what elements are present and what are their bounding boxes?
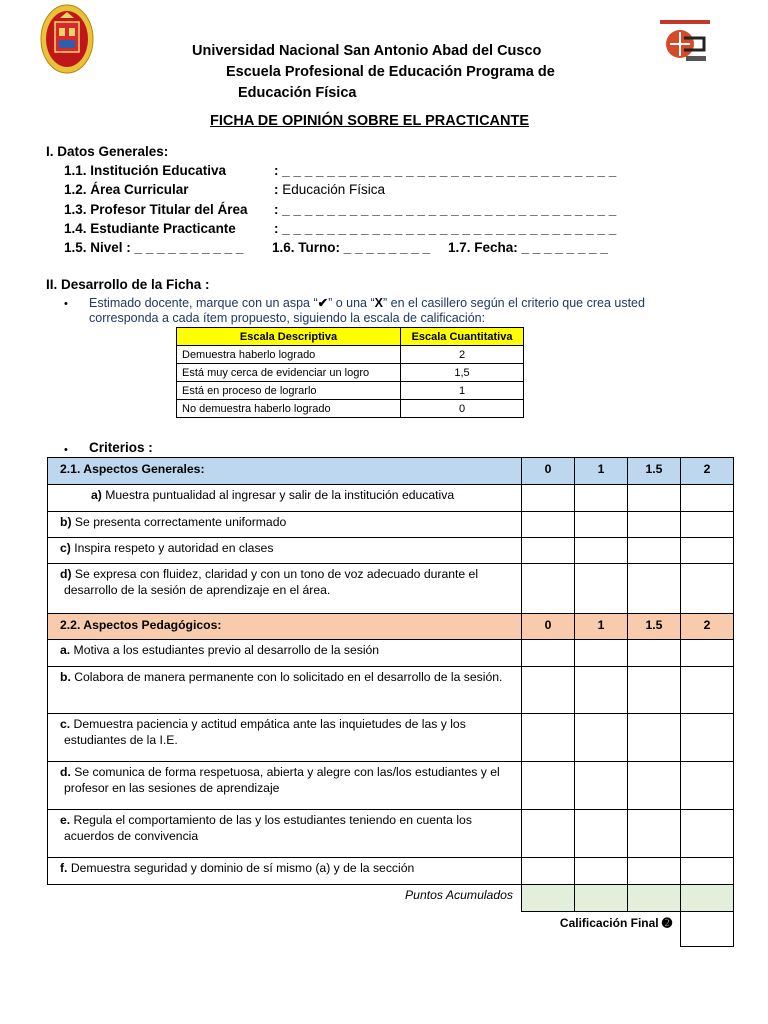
item-key: b. [60, 670, 71, 684]
scale-row [177, 382, 524, 400]
section-title: 2.1. Aspectos Generales: [48, 458, 522, 485]
scale-row [177, 400, 524, 418]
curricular-area-label: 1.2. Área Curricular [64, 182, 189, 197]
accumulated-cell[interactable] [628, 885, 681, 912]
score-header: 1 [575, 458, 628, 485]
teacher-label: 1.3. Profesor Titular del Área [64, 202, 248, 217]
score-header: 0 [522, 614, 575, 640]
student-field[interactable]: : _ _ _ _ _ _ _ _ _ _ _ _ _ _ _ _ _ _ _ _ _ _ _ _ _ _ _ _ _ _ [274, 221, 617, 236]
shift-field[interactable]: 1.6. Turno: _ _ _ _ _ _ _ _ [272, 240, 431, 255]
university-seal-logo [40, 4, 94, 74]
section-title: 2.2. Aspectos Pedagógicos: [48, 614, 522, 640]
item-text: Inspira respeto y autoridad en clases [70, 541, 274, 555]
instruction-text-a: Estimado docente, marque con un aspa “ [89, 296, 318, 310]
score-cell[interactable] [575, 810, 628, 858]
criteria-row [48, 564, 734, 614]
instruction-line-2: corresponda a cada ítem propuesto, siguiendo la escala de calificación: [89, 311, 486, 325]
item-key: b) [60, 515, 72, 529]
rating-scale-table [176, 327, 524, 418]
score-cell[interactable] [628, 714, 681, 762]
score-header: 1.5 [628, 614, 681, 640]
criteria-row [48, 858, 734, 885]
instruction-text-b: ” o una “ [328, 296, 375, 310]
criteria-row [48, 714, 734, 762]
item-key: c) [60, 541, 71, 555]
score-cell[interactable] [522, 762, 575, 810]
item-text: Regula el comportamiento de las y los estudiantes teniendo en cuenta los acuerdos de convivencia [64, 813, 472, 843]
score-cell[interactable] [628, 667, 681, 714]
scale-value: 1,5 [401, 364, 524, 382]
score-cell[interactable] [522, 538, 575, 564]
score-header: 1.5 [628, 458, 681, 485]
score-cell[interactable] [681, 564, 734, 614]
teacher-field[interactable]: : _ _ _ _ _ _ _ _ _ _ _ _ _ _ _ _ _ _ _ _ _ _ _ _ _ _ _ _ _ _ [274, 202, 617, 217]
score-cell[interactable] [681, 762, 734, 810]
scale-desc: Está en proceso de lograrlo [177, 382, 401, 400]
score-cell[interactable] [681, 640, 734, 667]
item-key: a. [60, 643, 71, 657]
criteria-text [48, 810, 522, 858]
score-cell[interactable] [628, 564, 681, 614]
scale-header-row [177, 328, 524, 346]
score-cell[interactable] [575, 714, 628, 762]
item-text: Demuestra paciencia y actitud empática ante las inquietudes de las y los estudiantes de la I.E. [64, 717, 466, 747]
scale-value: 1 [401, 382, 524, 400]
score-cell[interactable] [522, 564, 575, 614]
criteria-row [48, 538, 734, 564]
score-cell[interactable] [575, 640, 628, 667]
school-name-line-2: Educación Física [238, 85, 357, 101]
scale-desc: Está muy cerca de evidenciar un logro [177, 364, 401, 382]
score-cell[interactable] [575, 538, 628, 564]
scale-row [177, 346, 524, 364]
scale-value: 0 [401, 400, 524, 418]
score-cell[interactable] [575, 858, 628, 885]
score-cell[interactable] [575, 564, 628, 614]
section-pedagogical-header [48, 614, 734, 640]
score-cell[interactable] [628, 512, 681, 538]
item-text: Se presenta correctamente uniformado [71, 515, 287, 529]
criteria-text [48, 640, 522, 667]
score-cell[interactable] [628, 538, 681, 564]
score-cell[interactable] [522, 640, 575, 667]
score-cell[interactable] [628, 858, 681, 885]
scale-desc: No demuestra haberlo logrado [177, 400, 401, 418]
instruction-line-1 [89, 295, 645, 310]
criteria-text [48, 667, 522, 714]
scale-row [177, 364, 524, 382]
item-text: Colabora de manera permanente con lo solicitado en el desarrollo de la sesión. [70, 670, 503, 684]
criteria-row [48, 762, 734, 810]
bullet-icon: • [64, 444, 68, 456]
scale-value: 2 [401, 346, 524, 364]
criteria-label: Criterios : [89, 440, 153, 455]
university-name: Universidad Nacional San Antonio Abad del Cusco [192, 43, 542, 59]
item-key: a) [91, 488, 102, 502]
score-cell[interactable] [681, 667, 734, 714]
criteria-row [48, 485, 734, 512]
score-cell[interactable] [522, 485, 575, 512]
score-cell[interactable] [628, 485, 681, 512]
school-logo [660, 16, 710, 66]
section-general-header [48, 458, 734, 485]
item-text: Muestra puntualidad al ingresar y salir de la institución educativa [101, 488, 455, 502]
item-text: Se expresa con fluidez, claridad y con un tono de voz adecuado durante el desarrollo de la sesión de aprendizaje en el área. [64, 567, 479, 597]
scale-header-quantitative: Escala Cuantitativa [401, 328, 524, 346]
item-key: f. [60, 861, 68, 875]
accumulated-cell[interactable] [575, 885, 628, 912]
criteria-row [48, 512, 734, 538]
score-cell[interactable] [628, 640, 681, 667]
check-mark-icon: ✔ [317, 296, 329, 310]
item-key: d. [60, 765, 71, 779]
score-cell[interactable] [681, 538, 734, 564]
item-key: e. [60, 813, 71, 827]
score-cell[interactable] [575, 667, 628, 714]
score-cell[interactable] [681, 485, 734, 512]
accumulated-points-label: Puntos Acumulados [405, 888, 513, 902]
general-data-heading: I. Datos Generales: [46, 144, 169, 159]
criteria-text [48, 858, 522, 885]
score-cell[interactable] [681, 810, 734, 858]
criteria-row [48, 810, 734, 858]
criteria-row [48, 667, 734, 714]
score-cell[interactable] [628, 810, 681, 858]
score-cell[interactable] [522, 714, 575, 762]
score-cell[interactable] [575, 762, 628, 810]
criteria-text [48, 512, 522, 538]
item-key: d) [60, 567, 72, 581]
score-cell[interactable] [575, 485, 628, 512]
score-cell[interactable] [681, 512, 734, 538]
criteria-text [48, 564, 522, 614]
item-text: Demuestra seguridad y dominio de sí mismo (a) y de la sección [67, 861, 415, 875]
criteria-text [48, 714, 522, 762]
development-heading: II. Desarrollo de la Ficha : [46, 277, 210, 292]
accumulated-cell[interactable] [522, 885, 575, 912]
score-header: 2 [681, 458, 734, 485]
instruction-text-c: ” en el casillero según el criterio que crea usted [383, 296, 645, 310]
criteria-row [48, 640, 734, 667]
score-cell[interactable] [522, 858, 575, 885]
score-cell[interactable] [522, 810, 575, 858]
final-grade-row [48, 912, 734, 947]
curricular-area-field [274, 182, 385, 197]
score-header: 2 [681, 614, 734, 640]
curricular-area-value: Educación Física [278, 182, 386, 197]
criteria-text [48, 485, 522, 512]
accumulated-cell[interactable] [681, 885, 734, 912]
level-field[interactable]: 1.5. Nivel : _ _ _ _ _ _ _ _ _ _ [64, 240, 244, 255]
score-cell[interactable] [575, 512, 628, 538]
item-text: Se comunica de forma respetuosa, abierta y alegre con las/los estudiantes y el profesor en las sesiones de aprendizaje [64, 765, 500, 795]
institution-label: 1.1. Institución Educativa [64, 163, 227, 178]
student-label: 1.4. Estudiante Practicante [64, 221, 236, 236]
date-field[interactable]: 1.7. Fecha: _ _ _ _ _ _ _ _ [448, 240, 608, 255]
final-grade-cell[interactable] [681, 912, 734, 947]
form-title: FICHA DE OPINIÓN SOBRE EL PRACTICANTE [210, 113, 530, 129]
score-header: 1 [575, 614, 628, 640]
curricular-area-colon: : [274, 182, 279, 197]
score-cell[interactable] [681, 858, 734, 885]
scale-header-descriptive: Escala Descriptiva [177, 328, 401, 346]
score-header: 0 [522, 458, 575, 485]
school-name-line-1: Escuela Profesional de Educación Programa de [226, 64, 555, 80]
accumulated-points-row [48, 885, 734, 912]
score-cell[interactable] [628, 762, 681, 810]
final-grade-label: Calificación Final ➋ [559, 916, 672, 930]
criteria-text [48, 538, 522, 564]
institution-field[interactable]: : _ _ _ _ _ _ _ _ _ _ _ _ _ _ _ _ _ _ _ _ _ _ _ _ _ _ _ _ _ _ [274, 163, 617, 178]
scale-desc: Demuestra haberlo logrado [177, 346, 401, 364]
criteria-text [48, 762, 522, 810]
item-key: c. [60, 717, 71, 731]
item-text: Motiva a los estudiantes previo al desarrollo de la sesión [70, 643, 380, 657]
criteria-table [47, 457, 734, 947]
score-cell[interactable] [681, 714, 734, 762]
bullet-icon: • [64, 298, 68, 310]
score-cell[interactable] [522, 667, 575, 714]
x-mark: X [374, 296, 383, 310]
score-cell[interactable] [522, 512, 575, 538]
